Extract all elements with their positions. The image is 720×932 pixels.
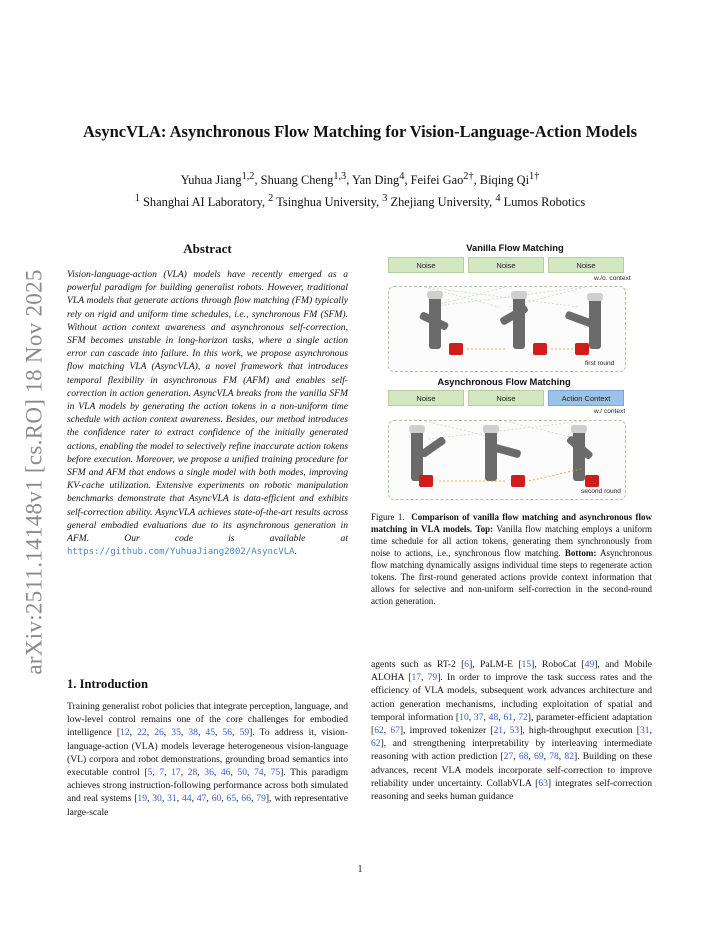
affiliations: $^1$ Shanghai AI Laboratory, $^2$ Tsinghua University, $^3$ Zhejiang University, $^4$ Lumos Robotics bbox=[134, 193, 586, 210]
async-flow-heading: Asynchronous Flow Matching bbox=[437, 376, 571, 387]
async-robot-panel bbox=[388, 420, 626, 500]
abstract-heading: Abstract bbox=[183, 241, 232, 256]
introduction-body: Training generalist robot policies that integrate perception, language, and low-level control remains one of the core challenges for embodied intelligence [12, 22, 26, 35, 38, 45, 56, 59]. To address it, vision-language-action (VLA) models leverage heterogeneous vision-language (VL) corpora and robot demonstrations, grounding broad semantics into executable control [5, 7, 17, 28, 36, 46, 50, 74, 75]. This paradigm achieves strong instruction-following performance across both simulated and real systems [19, 30, 31, 44, 47, 60, 65, 66, 79], with representative large-scale bbox=[67, 701, 349, 818]
without-context-label: w./o. context bbox=[594, 275, 631, 282]
noise-box: Noise bbox=[388, 390, 464, 406]
introduction-heading: 1. Introduction bbox=[67, 677, 148, 691]
vanilla-robot-panel bbox=[388, 286, 626, 372]
arxiv-id-text: arXiv:2511.14148v1 [cs.RO] 18 Nov 2025 bbox=[22, 269, 47, 675]
action-context-box: Action Context bbox=[548, 390, 624, 406]
noise-box: Noise bbox=[388, 257, 464, 273]
page-number: 1 bbox=[357, 864, 363, 875]
noise-box: Noise bbox=[468, 390, 544, 406]
figure-caption: Figure 1. Comparison of vanilla flow matching and asynchronous flow matching in VLA models. Top: Vanilla flow matching employs a uniform time schedule for all action tokens, generating them synchronously from noise to actions, i.e., synchronous flow matching. Bottom: Asynchronous flow matching dynamically assigns individual time steps to regenerate action tokens. The first-round generated actions provide context information that allows for selective and non-uniform self-correction in the second-round action generation. bbox=[371, 512, 652, 606]
figure-1 bbox=[384, 240, 646, 500]
author-list: Yuhua Jiang$^{1,2}$, Shuang Cheng$^{1,3}$, Yan Ding$^4$, Feifei Gao$^{2\dagger}$, Biqing $Qi^{1\dagger}$ bbox=[180, 171, 540, 188]
with-context-label: w./ context bbox=[594, 408, 626, 415]
first-round-label: first round bbox=[585, 360, 615, 367]
abstract-body: Vision-language-action (VLA) models have recently emerged as a powerful paradigm for building generalist robots. However, traditional VLA models that generate actions through flow matching (FM) typically rely on rigid and uniform time schedules, i.e., synchronous FM (SFM). Without action context awareness and asynchronous self-correction, SFM becomes unstable in long-horizon tasks, where a single action error can cascade into failure. In this work, we propose asynchronous flow matching VLA (AsyncVLA), a novel framework that introduces temporal flexibility in asynchronous FM (AFM) and enables self-correction in action generation. AsyncVLA breaks from the vanilla SFM in VLA models by generating the action tokens in a non-uniform time schedule with action context awareness. Besides, our method introduces the confidence rater to extract confidence of the initially generated actions, enabling the model to selectively refine inaccurate action tokens before execution. Moreover, we propose a unified training procedure for SFM and AFM that endows a single model with both modes, improving KV-cache utilization. Extensive experiments on robotic manipulation benchmarks demonstrate that AsyncVLA is data-efficient and exhibits self-correction ability. AsyncVLA achieves state-of-the-art results across general embodied evaluations due to its asynchronous generation in AFM. Our code is available at https://github.com/YuhuaJiang2002/AsyncVLA. bbox=[67, 269, 348, 558]
vanilla-flow-heading: Vanilla Flow Matching bbox=[466, 242, 564, 253]
paper-title: AsyncVLA: Asynchronous Flow Matching for Vision-Language-Action Models bbox=[82, 122, 637, 141]
second-round-label: second round bbox=[581, 488, 621, 495]
noise-box: Noise bbox=[468, 257, 544, 273]
robot-arm-illustration-top bbox=[389, 287, 625, 371]
right-column-body: agents such as RT-2 [6], PaLM-E [15], RoboCat [49], and Mobile ALOHA [17, 79]. In order to improve the task success rates and the efficiency of VLA models, subsequent work advances architecture and action generation mechanisms, including exploitation of spatial and temporal information [10, 37, 48, 61, 72], parameter-efficient adaptation [62, 67], improved tokenizer [21, 53], high-throughput execution [31, 62], and strengthening interpretability by interleaving intermediate reasoning with action prediction [27, 68, 69, 78, 82]. Building on these advances, recent VLA models incorporate self-correction to improve reliability under uncertainty. CollabVLA [63] integrates self-correction reasoning and seeks human guidance bbox=[371, 659, 653, 803]
noise-box: Noise bbox=[548, 257, 624, 273]
arxiv-sidebar-id bbox=[6, 262, 64, 682]
